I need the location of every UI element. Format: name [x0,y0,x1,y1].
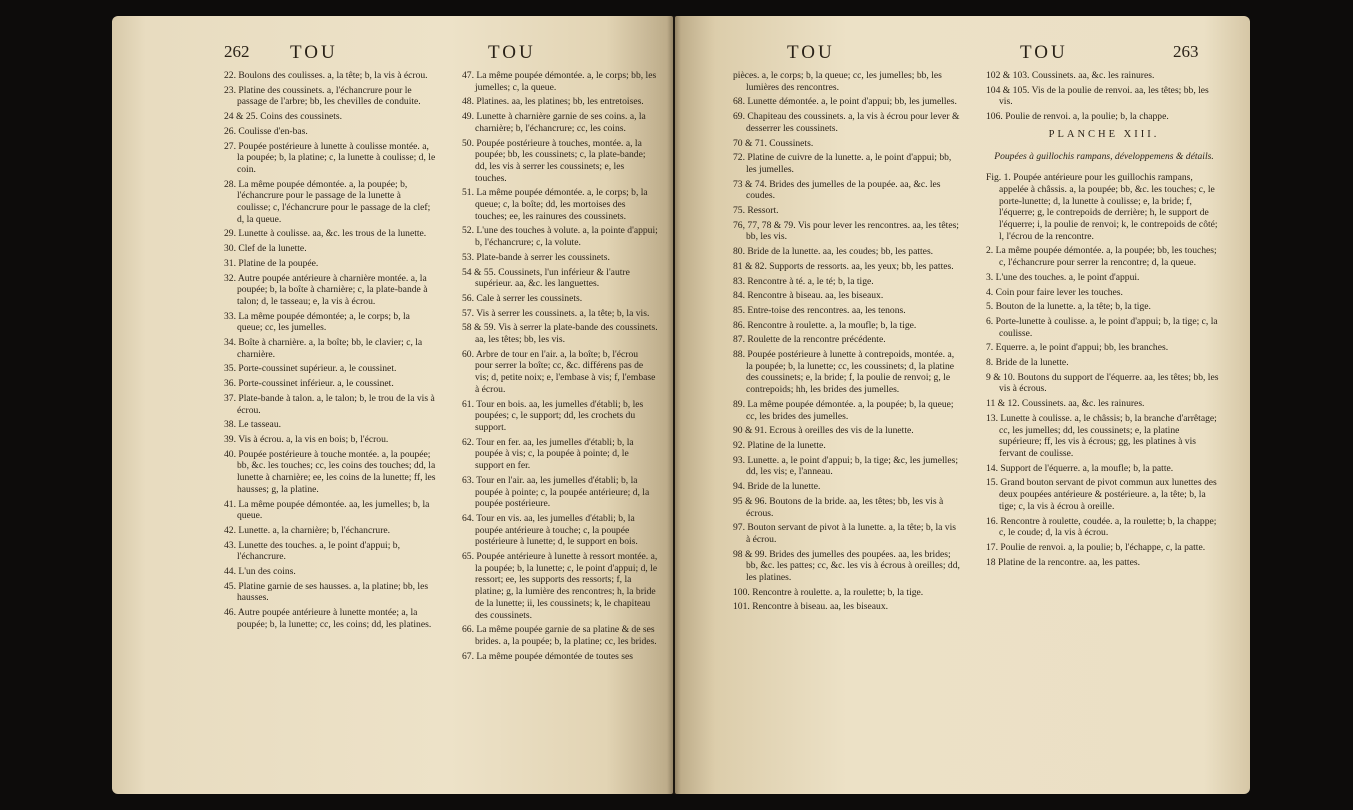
catalogue-entry: 106. Poulie de renvoi. a, la poulie; b, la chappe. [986,111,1169,123]
book-gutter [667,16,681,794]
catalogue-entry: 56. Cale à serrer les coussinets. [462,292,583,304]
right-column-2-bottom [986,172,1222,568]
catalogue-entry: 83. Rencontre à té. a, le té; b, la tige. [733,275,874,287]
catalogue-entry: 46. Autre poupée antérieure à lunette montée; a, la poupée; b, la lunette; cc, les coins; dd, les platines. [224,607,432,630]
catalogue-entry: 27. Poupée postérieure à lunette à coulisse montée. a, la poupée; b, la platine; c, la lunette à coulisse; d, le coin. [224,140,436,175]
running-head-left-2: TOU [488,42,536,63]
catalogue-entry: 95 & 96. Boutons de la bride. aa, les têtes; bb, les vis à écrous. [733,495,944,519]
catalogue-entry: 48. Platines. aa, les platines; bb, les entretoises. [462,96,644,108]
catalogue-entry: 51. La même poupée démontée. a, le corps; b, la queue; c, la boîte; dd, les mortoises des touches; ee, les rainures des coussinets. [462,187,648,222]
catalogue-entry: 101. Rencontre à biseau. aa, les biseaux. [733,601,889,613]
catalogue-entry: 102 & 103. Coussinets. aa, &c. les rainures. [986,70,1155,81]
catalogue-entry: 18 Platine de la rencontre. aa, les pattes. [986,556,1140,568]
catalogue-entry: 53. Plate-bande à serrer les coussinets. [462,251,610,263]
catalogue-entry: 3. L'une des touches. a, le point d'appui. [986,271,1140,283]
catalogue-entry: 31. Platine de la poupée. [224,257,319,269]
catalogue-entry: 49. Lunette à charnière garnie de ses coins. a, la charnière; b, l'échancrure; cc, les coins. [462,111,646,134]
catalogue-entry: 41. La même poupée démontée. aa, les jumelles; b, la queue. [224,498,430,522]
catalogue-entry: 64. Tour en vis. aa, les jumelles d'établi; b, la poupée antérieure à touche; c, la poupée postérieure à lunette; d, le support en bois. [462,512,638,548]
open-book [112,16,1250,794]
catalogue-entry: 40. Poupée postérieure à touche montée. a, la poupée; bb, &c. les touches; cc, les coins des touches; dd, la lunette à charnière; ee, les coins de la lunette; ff, les hausses; g, la platine. [224,448,436,495]
catalogue-entry: 26. Coulisse d'en-bas. [224,125,308,137]
catalogue-entry: 47. La même poupée démontée. a, le corps; bb, les jumelles; c, la queue. [462,70,657,93]
catalogue-entry: 68. Lunette démontée. a, le point d'appui; bb, les jumelles. [733,96,957,108]
catalogue-entry: 13. Lunette à coulisse. a, le châssis; b, la branche d'arrêtage; cc, les jumelles; dd, les coussinets; e, la platine supérieure; ff, les vis à écrous; gg, les platines à vis fervant de coulisse. [986,412,1217,459]
running-head-left-1: TOU [290,42,338,63]
catalogue-entry: 58 & 59. Vis à serrer la plate-bande des coussinets. aa, les têtes; bb, les vis. [462,322,658,346]
catalogue-entry: 81 & 82. Supports de ressorts. aa, les yeux; bb, les pattes. [733,260,954,272]
catalogue-entry: 8. Bride de la lunette. [986,357,1069,369]
catalogue-entry: 28. La même poupée démontée. a, la poupée; b, l'échancrure pour le passage de la lunette à coulisse; c, l'échancrure pour le passage de la clef; d, la queue. [224,178,431,225]
catalogue-entry: 14. Support de l'équerre. a, la moufle; b, la patte. [986,462,1174,474]
catalogue-entry: 67. La même poupée démontée de toutes ses [462,650,634,662]
catalogue-entry: 69. Chapiteau des coussinets. a, la vis à écrou pour lever & desserrer les coussinets. [733,111,960,134]
catalogue-entry: 36. Porte-coussinet inférieur. a, le coussinet. [224,378,394,390]
left-column-2 [462,70,658,665]
catalogue-entry: 65. Poupée antérieure à lunette à ressort montée. a, la poupée; b, la lunette; c, le point d'appui; d, le ressort; ee, les supports des ressorts; f, la platine; g, la lumière des rencontres; h, la bride de la lunette; ii, les coussinets; k, le chapiteau des coussinets. [462,551,658,621]
running-head-right-2: TOU [1020,42,1068,63]
catalogue-entry: 104 & 105. Vis de la poulie de renvoi. aa, les têtes; bb, les vis. [986,84,1209,108]
catalogue-entry: 2. La même poupée démontée. a, la poupée; bb, les touches; c, l'échancrure pour serrer la rencontre; d, la queue. [986,245,1217,269]
catalogue-entry: 24 & 25. Coins des coussinets. [224,111,343,123]
right-column-2 [986,70,1222,571]
catalogue-entry: 70 & 71. Coussinets. [733,137,814,149]
catalogue-entry: 61. Tour en bois. aa, les jumelles d'établi; b, les poupées; c, le support; dd, les crochets du support. [462,398,644,433]
catalogue-entry: 100. Rencontre à roulette. a, la roulette; b, la tige. [733,586,924,598]
catalogue-entry: 39. Vis à écrou. a, la vis en bois; b, l'écrou. [224,433,389,445]
catalogue-entry: 54 & 55. Coussinets, l'un inférieur & l'autre supérieur. aa, &c. les languettes. [462,266,630,290]
catalogue-entry: 30. Clef de la lunette. [224,243,307,255]
catalogue-entry: 90 & 91. Ecrous à oreilles des vis de la lunette. [733,425,914,437]
catalogue-entry: 92. Platine de la lunette. [733,439,826,451]
catalogue-entry: 15. Grand bouton servant de pivot commun aux lunettes des deux poupées antérieure & postérieure. a, la tête; b, la tige; c, la vis à écrou à oreille. [986,477,1217,512]
catalogue-entry: 76, 77, 78 & 79. Vis pour lever les rencontres. aa, les têtes; bb, les vis. [733,219,959,243]
catalogue-entry: 43. Lunette des touches. a, le point d'appui; b, l'échancrure. [224,539,400,563]
right-page [675,16,1250,794]
catalogue-entry: 50. Poupée postérieure à touches, montée. a, la poupée; bb, les coussinets; c, la plate-bande; dd, les vis à serrer les coussinets; e, les touches. [462,137,646,184]
catalogue-entry: 86. Rencontre à roulette. a, la moufle; b, la tige. [733,319,917,331]
catalogue-entry: 32. Autre poupée antérieure à charnière montée. a, la poupée; b, la boîte à charnière; c, la plate-bande à talon; d, le tasseau; e, la vis à écrou. [224,272,428,307]
catalogue-entry: 60. Arbre de tour en l'air. a, la boîte; b, l'écrou pour serrer la boîte; cc, &c. différens pas de vis; d, petite noix; e, l'embase à vis; f, l'embase à écrou. [462,348,656,395]
catalogue-entry: 72. Platine de cuivre de la lunette. a, le point d'appui; bb, les jumelles. [733,152,952,175]
page-number-right: 263 [1173,42,1199,61]
catalogue-entry: 52. L'une des touches à volute. a, la pointe d'appui; b, l'échancrure; c, la volute. [462,225,658,249]
catalogue-entry: 17. Poulie de renvoi. a, la poulie; b, l'échappe, c, la patte. [986,541,1206,553]
catalogue-entry: 44. L'un des coins. [224,566,296,578]
catalogue-entry: 84. Rencontre à biseau. aa, les biseaux. [733,290,884,302]
catalogue-entry: 63. Tour en l'air. aa, les jumelles d'établi; b, la poupée à pointe; c, la poupée antérieure; d, la poupée postérieure. [462,474,650,510]
plate-subheading: Poupées à guillochis rampans, développemens & détails. [994,150,1214,162]
catalogue-entry: 73 & 74. Brides des jumelles de la poupée. aa, &c. les coudes. [733,178,941,202]
left-page [112,16,673,794]
catalogue-entry: 87. Roulette de la rencontre précédente. [733,334,886,346]
catalogue-entry: 22. Boulons des coulisses. a, la tête; b, la vis à écrou. [224,70,428,81]
catalogue-entry: 7. Equerre. a, le point d'appui; bb, les branches. [986,342,1169,354]
left-column-1 [224,70,436,634]
catalogue-entry: 35. Porte-coussinet supérieur. a, le coussinet. [224,363,397,375]
right-column-2-top [986,70,1222,123]
catalogue-entry: 93. Lunette. a, le point d'appui; b, la tige; &c, les jumelles; dd, les vis; e, l'anneau. [733,454,958,478]
catalogue-entry: 85. Entre-toise des rencontres. aa, les tenons. [733,304,906,316]
plate-heading: PLANCHE XIII. [1048,128,1160,140]
catalogue-entry: 88. Poupée postérieure à lunette à contrepoids, montée. a, la poupée; b, la lunette; cc, les coussinets; d, la platine des coussinets; e, la bride; f, la poulie de renvoi; g, le contrepoids; hh, les brides des jumelles. [733,349,955,396]
catalogue-entry: 94. Bride de la lunette. [733,481,821,493]
catalogue-entry: 4. Coin pour faire lever les touches. [986,286,1123,298]
catalogue-entry: 66. La même poupée garnie de sa platine & de ses brides. a, la poupée; b, la platine; cc, les brides. [462,624,657,647]
catalogue-entry: 16. Rencontre à roulette, coudée. a, la roulette; b, la chappe; c, le coude; d, la vis à écrou. [986,515,1217,539]
catalogue-entry: 89. La même poupée démontée. a, la poupée; b, la queue; cc, les brides des jumelles. [733,398,954,422]
catalogue-entry: 80. Bride de la lunette. aa, les coudes; bb, les pattes. [733,246,934,258]
catalogue-entry: pièces. a, le corps; b, la queue; cc, les jumelles; bb, les lumières des rencontres. [733,70,942,93]
catalogue-entry: 75. Ressort. [733,205,779,217]
catalogue-entry: 6. Porte-lunette à coulisse. a, le point d'appui; b, la tige; c, la coulisse. [986,315,1218,339]
catalogue-entry: 34. Boîte à charnière. a, la boîte; bb, le clavier; c, la charnière. [224,337,423,360]
catalogue-entry: 29. Lunette à coulisse. aa, &c. les trous de la lunette. [224,228,427,240]
catalogue-entry: 97. Bouton servant de pivot à la lunette. a, la tête; b, la vis à écrou. [733,522,956,545]
catalogue-entry: 11 & 12. Coussinets. aa, &c. les rainures. [986,398,1145,410]
catalogue-entry: 23. Platine des coussinets. a, l'échancrure pour le passage de l'arbre; bb, les chevilles de conduite. [224,84,421,108]
catalogue-entry: 57. Vis à serrer les coussinets. a, la tête; b, la vis. [462,307,650,319]
running-head-right-1: TOU [787,42,835,63]
catalogue-entry: 45. Platine garnie de ses hausses. a, la platine; bb, les hausses. [224,580,429,604]
page-number-left: 262 [224,42,250,61]
catalogue-entry: 38. Le tasseau. [224,419,282,431]
catalogue-entry: 9 & 10. Boutons du support de l'équerre. aa, les têtes; bb, les vis à écrous. [986,371,1219,395]
catalogue-entry: 37. Plate-bande à talon. a, le talon; b, le trou de la vis à écrou. [224,392,435,416]
catalogue-entry: 98 & 99. Brides des jumelles des poupées. aa, les brides; bb, &c. les pattes; cc, &c. les vis à écrous à oreilles; dd, les platines. [733,548,960,584]
catalogue-entry: 33. La même poupée démontée; a, le corps; b, la queue; cc, les jumelles. [224,310,410,334]
catalogue-entry: Fig. 1. Poupée antérieure pour les guillochis rampans, appelée à châssis. a, la poupée; bb, &c. les touches; c, le porte-lunette; d, la lunette à coulisse; e, la bride; f, l'équerre; g, le contrepoids de derrière; h, le support de l'équerre; i, la poulie de renvoi; k, le contrepoids de côté; l, l'écrou de la rencontre. [986,172,1218,242]
catalogue-entry: 5. Bouton de la lunette. a, la tête; b, la tige. [986,301,1151,313]
right-column-1 [733,70,961,616]
catalogue-entry: 62. Tour en fer. aa, les jumelles d'établi; b, la poupée à vis; c, la poupée à pointe; d, le support en fer. [462,436,634,472]
catalogue-entry: 42. Lunette. a, la charnière; b, l'échancrure. [224,524,391,536]
